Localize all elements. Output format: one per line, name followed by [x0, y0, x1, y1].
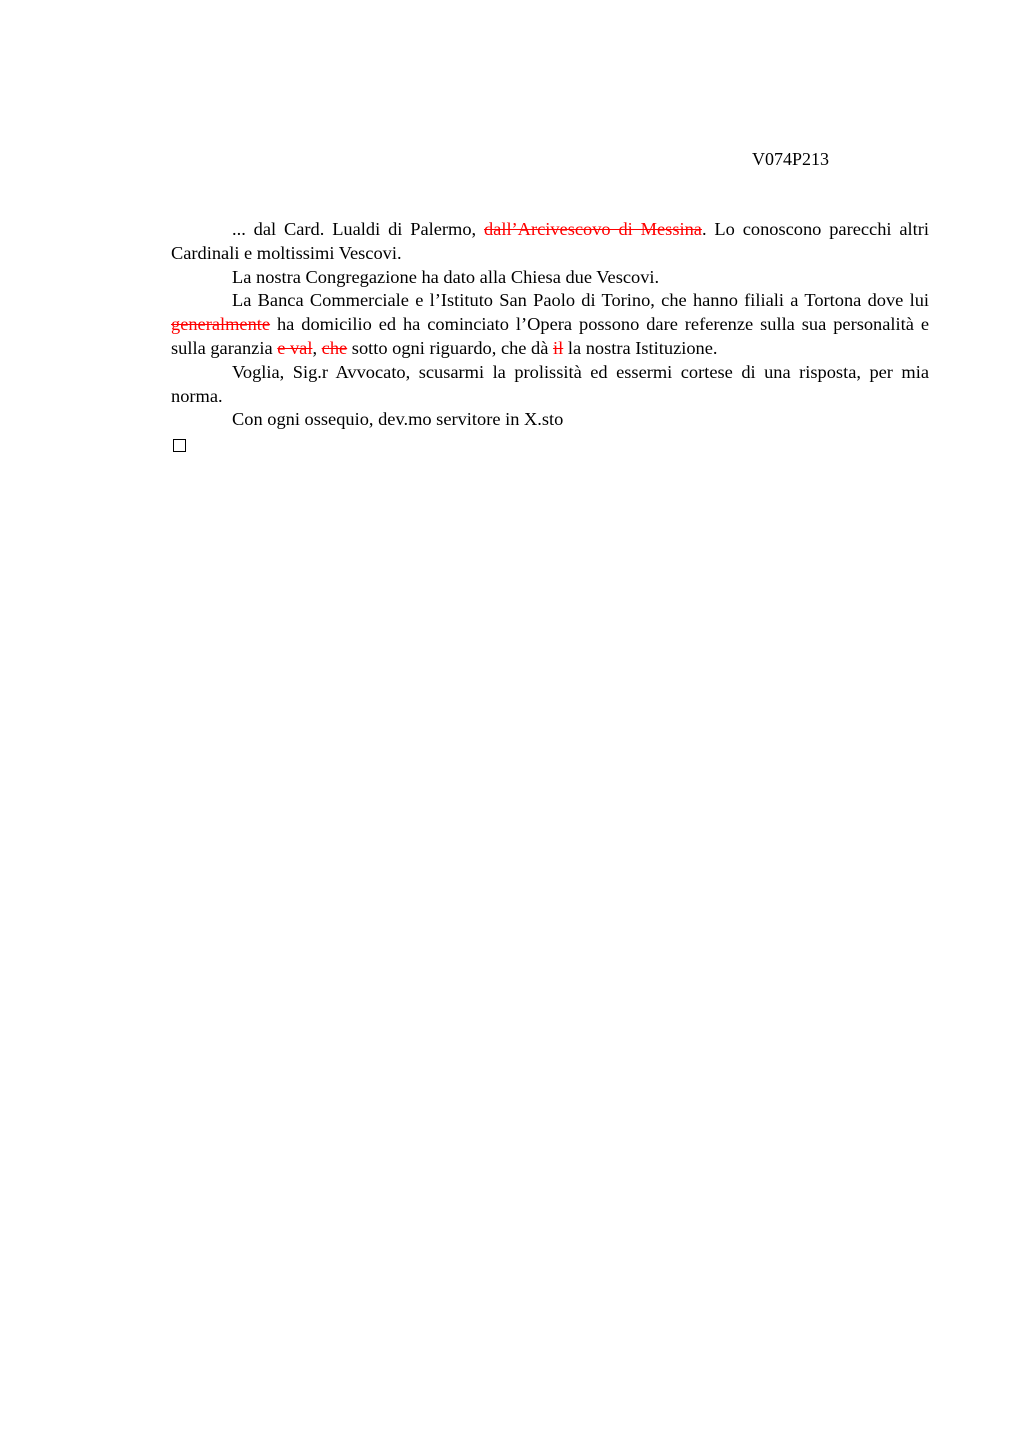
deleted-text: generalmente	[171, 314, 271, 335]
text-segment: ha domicilio ed ha cominciato l’Opera possono dare referenze sulla sua personalità e sulla garanzia	[171, 314, 929, 358]
deleted-text: e val	[277, 337, 313, 358]
text-segment: Con ogni ossequio, dev.mo servitore in X.sto	[232, 409, 564, 430]
text-segment: . Lo conoscono parecchi altri Cardinali e moltissimi Vescovi.	[171, 219, 929, 263]
page-code: V074P213	[752, 149, 830, 169]
paragraph-1	[171, 218, 929, 266]
text-segment: sotto ogni riguardo, che dà	[347, 337, 554, 358]
paragraph-3	[171, 289, 929, 360]
text-segment: La Banca Commerciale e l’Istituto San Paolo di Torino, che hanno filiali a Tortona dove lui	[232, 290, 929, 311]
text-segment: La nostra Congregazione ha dato alla Chiesa due Vescovi.	[232, 266, 660, 287]
end-marker	[171, 432, 929, 459]
deleted-text: che	[321, 337, 348, 358]
deleted-text: dall’Arcivescovo di Messina	[483, 219, 702, 239]
text-segment: Voglia, Sig.r Avvocato, scusarmi la prolissità ed essermi cortese di una risposta, per mia norma.	[171, 361, 929, 406]
paragraph-4	[171, 361, 929, 409]
text-segment: ,	[312, 337, 322, 358]
paragraph-5	[171, 408, 929, 432]
deleted-text: il	[553, 337, 564, 358]
letter-body	[171, 218, 929, 459]
text-segment: ... dal Card. Lualdi di Palermo,	[232, 219, 484, 239]
text-segment: la nostra Istituzione.	[563, 337, 718, 358]
paragraph-2	[171, 266, 929, 290]
empty-square-icon	[173, 439, 186, 452]
